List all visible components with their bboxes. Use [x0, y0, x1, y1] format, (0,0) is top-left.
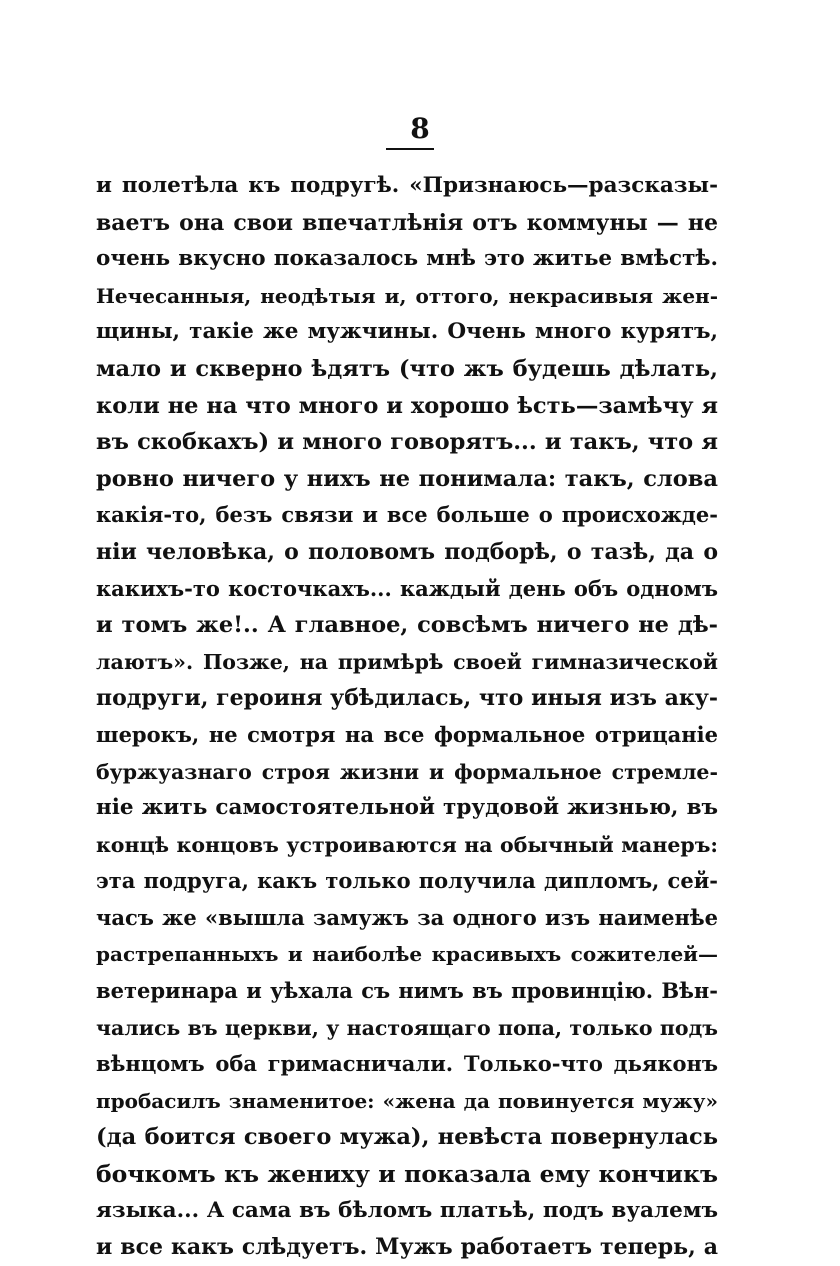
text-line: въ скобкахъ) и много говорятъ... и такъ, что я — [96, 429, 718, 456]
text-line: вѣнцомъ оба гримасничали. Только-что дьяконъ — [96, 1051, 718, 1077]
body-text — [96, 168, 718, 1266]
text-line: щины, такіе же мужчины. Очень много курятъ, — [96, 319, 718, 345]
text-line: и полетѣла къ подругѣ. «Признаюсь—разсказы- — [96, 173, 718, 198]
text-line: ніе жить самостоятельной трудовой жизнью, въ — [96, 795, 718, 821]
text-line: какія-то, безъ связи и все больше о происхожде- — [96, 502, 718, 528]
text-line: пробасилъ знаменитое: «жена да повинуется мужу» — [96, 1088, 718, 1113]
text-line: ніи человѣка, о половомъ подборѣ, о тазѣ, да о — [96, 538, 718, 565]
text-line: концѣ концовъ устроиваются на обычный манеръ: — [96, 832, 718, 857]
text-line: какихъ-то косточкахъ... каждый день объ одномъ — [96, 575, 718, 601]
text-line: и все какъ слѣдуетъ. Мужъ работаетъ теперь, а — [96, 1234, 718, 1261]
text-line: подруги, героиня убѣдилась, что иныя изъ аку- — [96, 685, 718, 712]
text-line: Нечесанныя, неодѣтыя и, оттого, некрасивыя жен- — [96, 283, 718, 308]
text-line: бочкомъ къ жениху и показала ему кончикъ — [96, 1160, 718, 1189]
text-line: ровно ничего у нихъ не понимала: такъ, слова — [96, 465, 718, 492]
text-line: языка... А сама въ бѣломъ платьѣ, подъ вуалемъ — [96, 1197, 718, 1223]
text-line: шерокъ, не смотря на все формальное отрицаніе — [96, 721, 718, 747]
text-line: (да боится своего мужа), невѣста повернулась — [96, 1124, 718, 1151]
text-line: мало и скверно ѣдятъ (что жъ будешь дѣлать, — [96, 355, 718, 382]
text-line: эта подруга, какъ только получила дипломъ, сей- — [96, 868, 718, 894]
text-line: очень вкусно показалось мнѣ это житье вмѣстѣ. — [96, 246, 718, 272]
text-line: растрепанныхъ и наиболѣе красивыхъ сожителей— — [96, 942, 718, 967]
text-line: часъ же «вышла замужъ за одного изъ наименѣе — [96, 904, 718, 930]
text-line: ветеринара и уѣхала съ нимъ въ провинцію. Вѣн- — [96, 978, 718, 1004]
text-line: буржуазнаго строя жизни и формальное стремле- — [96, 759, 718, 784]
page-number-rule — [386, 148, 434, 150]
text-line: лаютъ». Позже, на примѣрѣ своей гимназической — [96, 649, 718, 674]
text-line: коли не на что много и хорошо ѣсть—замѣчу я — [96, 392, 718, 419]
page-number: 8 — [410, 112, 430, 145]
text-line: ваетъ она свои впечатлѣнія отъ коммуны — не — [96, 209, 718, 236]
text-line: чались въ церкви, у настоящаго попа, только подъ — [96, 1015, 718, 1040]
text-line: и томъ же!.. А главное, совсѣмъ ничего не дѣ- — [96, 612, 718, 639]
